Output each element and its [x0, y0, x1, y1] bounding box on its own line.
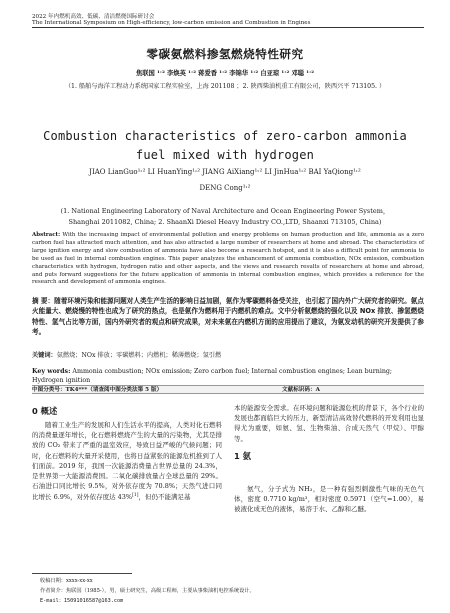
title-en-line2: fuel mixed with hydrogen	[135, 148, 315, 162]
keywords-cn-text: 氨燃烧；NOx 排放；零碳燃料；内燃机；稀薄燃烧；氢引燃	[56, 352, 222, 359]
affiliation-en-line1: (1. National Engineering Laboratory of Naval Architecture and Ocean Engineering Power System，	[60, 207, 390, 215]
keywords-en-text: Ammonia combustion; NOx emission; Zero carbon fuel; Internal combustion engines; Lean burning; Hydrogen ignition	[32, 368, 393, 384]
section1-heading: 1 氨	[234, 451, 251, 461]
abstract-cn	[32, 296, 424, 337]
authors-en	[0, 164, 450, 196]
section0-paragraph-text: 随着工业生产的发展和人们生活水平的提高，人类对化石燃料的消费量逐年增长，化石燃料燃烧产生的大量的污染物，尤其是排放的 CO₂ 带来了严重的温室效应，导致日益严峻的气候问题；同时，化石燃料的大量开采使用，也将日益紧张的能源危机推到了人们面前。2019 年，我国一次能源消费量占世界总量的 24.3%，是世界第一大能源消费国。二氧化碳排放量占全球总量的 29%。石油进口同比增长 9.5%，对外依存度为 70.8%；天然气进口同比增长 6.9%，对外依存度达 43%	[32, 421, 222, 502]
title-en	[20, 127, 430, 165]
authors-en-line1: JIAO LianGuo¹˒² LI HuanYing¹˒² JIANG AiXiang¹˒² LI JinHua¹˒² BAI YaQiong¹˒²	[89, 168, 361, 176]
section0-heading: 0 概述	[32, 406, 58, 416]
keywords-en	[32, 368, 424, 385]
affiliation-cn: （1. 船舶与海洋工程动力系统国家工程实验室，上海 201108 ；2. 陕西柴油机重工有限公司，陕西兴平 713105. ）	[64, 83, 386, 90]
abstract-en	[32, 232, 424, 287]
authors-cn: 焦联国 ¹˒² 李焕英 ¹˒² 蒋爱香 ¹˒² 李锦华 ¹˒² 白亚琼 ¹˒² 邓聪 ¹˒²	[135, 70, 315, 77]
keywords-en-label: Key words:	[32, 368, 71, 375]
header-conference-cn: 2022 年内燃机高效、低碳、清洁燃烧国际研讨会	[32, 14, 155, 20]
footnote-received: 收稿日期：xxxx-xx-xx	[40, 578, 93, 584]
footnote-email: E-mail：15091016587@163.com	[40, 598, 124, 604]
classification-bar	[32, 385, 424, 394]
footnote-rule	[32, 573, 132, 574]
title-cn: 零碳氨燃料掺氢燃烧特性研究	[146, 47, 304, 61]
keywords-cn-label: 关键词：	[32, 352, 57, 359]
document-code: 文献标识码：A	[282, 387, 320, 393]
affiliation-en	[40, 206, 410, 227]
keywords-cn	[32, 351, 424, 360]
affiliation-en-line2: Shanghai 2011082, China; 2. ShaanXi Diesel Heavy Industry CO.,LTD, Shaanxi 713105, China)	[68, 217, 382, 226]
abstract-cn-text: 随着环境污染和能源问题对人类生产生活的影响日益加剧，氨作为零碳燃料备受关注，也引起了国内外广大研究者的研究。氨点火能量大、燃烧慢的特性也成为了研究的热点，也是氨作为燃料用于内燃机的难点。文中分析氨燃烧的强化以及 NOx 排放、掺氢燃烧特性、氢气占比等方面，国内外研究者的观点和研究成果，对未来氨在内燃机方面的应用提出了建议，为氨发动机的研究开发提供了参考。	[32, 297, 424, 336]
right-col-paragraph1: 本的能源安全需求。在环境问题和能源危机的背景下，各个行业的发展也都面临巨大的压力，新型清洁高效替代燃料的开发利用也显得尤为重要，如氨、氢、生物柴油、合成天然气（甲烷）、甲醇等。	[234, 404, 424, 443]
abstract-en-label: Abstract:	[32, 232, 61, 238]
abstract-en-text: With the increasing impact of environmental pollution and energy problems on human production and life, ammonia as a zero carbon fuel has attracted much attention, and has also attracted a large number of researchers at home and abroad. The characteristics of large ignition energy and slow combustion of ammonia have also become a research hotspot, and it is also a difficult point for ammonia to be used as fuel in internal combustion engines. This paper analyzes the enhancement of ammonia combustion, NOx emission, combustion characteristics with hydrogen, hydrogen ratio and other aspects, and the views and research results of researchers at home and abroad, and puts forward suggestions for the future application of ammonia in internal combustion engines, which provides a reference for the research and development of ammonia engines.	[32, 232, 425, 286]
authors-en-line2: DENG Cong¹˒²	[199, 184, 251, 192]
clc-number: 中图分类号：TK4***（请查阅中图分类法第 5 版）	[32, 387, 163, 393]
header-rule	[32, 27, 424, 28]
footnote-author: 作者简介：焦联国（1985-），男，硕士研究生，高级工程师，主要从事柴油机电控系统设计。	[40, 588, 255, 594]
section0-paragraph: 随着工业生产的发展和人们生活水平的提高，人类对化石燃料的消费量逐年增长，化石燃料燃烧产生的大量的污染物，尤其是排放的 CO₂ 带来了严重的温室效应，导致日益严峻的气候问题；同时，化石燃料的大量开采使用，也将日益紧张的能源危机推到了人们面前。2019 年，我国一次能源消费量占世界总量的 24.3%，是世界第一大能源消费国。二氧化碳排放量占全球总量的 29%。石油进口同比增长 9.5%，对外依存度为 70.8%；天然气进口同比增长 6.9%，对外依存度达 43%[1]，但仍不能满足基	[32, 421, 222, 502]
section0-paragraph-tail: ，但仍不能满足基	[138, 493, 191, 502]
abstract-cn-label: 摘 要：	[32, 297, 55, 305]
header-conference-en: The International Symposium on High-efficiency, low-carbon emission and Combustion in Engines	[32, 20, 311, 26]
right-col-paragraph2: 氨气，分子式为 NH₃，是一种有强烈刺激性气味的无色气体，密度 0.7710 kg/m³，相对密度 0.5971（空气=1.00），易被液化成无色的液体，易溶于水、乙醇和乙醚。	[234, 485, 424, 514]
title-en-line1: Combustion characteristics of zero-carbon ammonia	[43, 129, 407, 143]
